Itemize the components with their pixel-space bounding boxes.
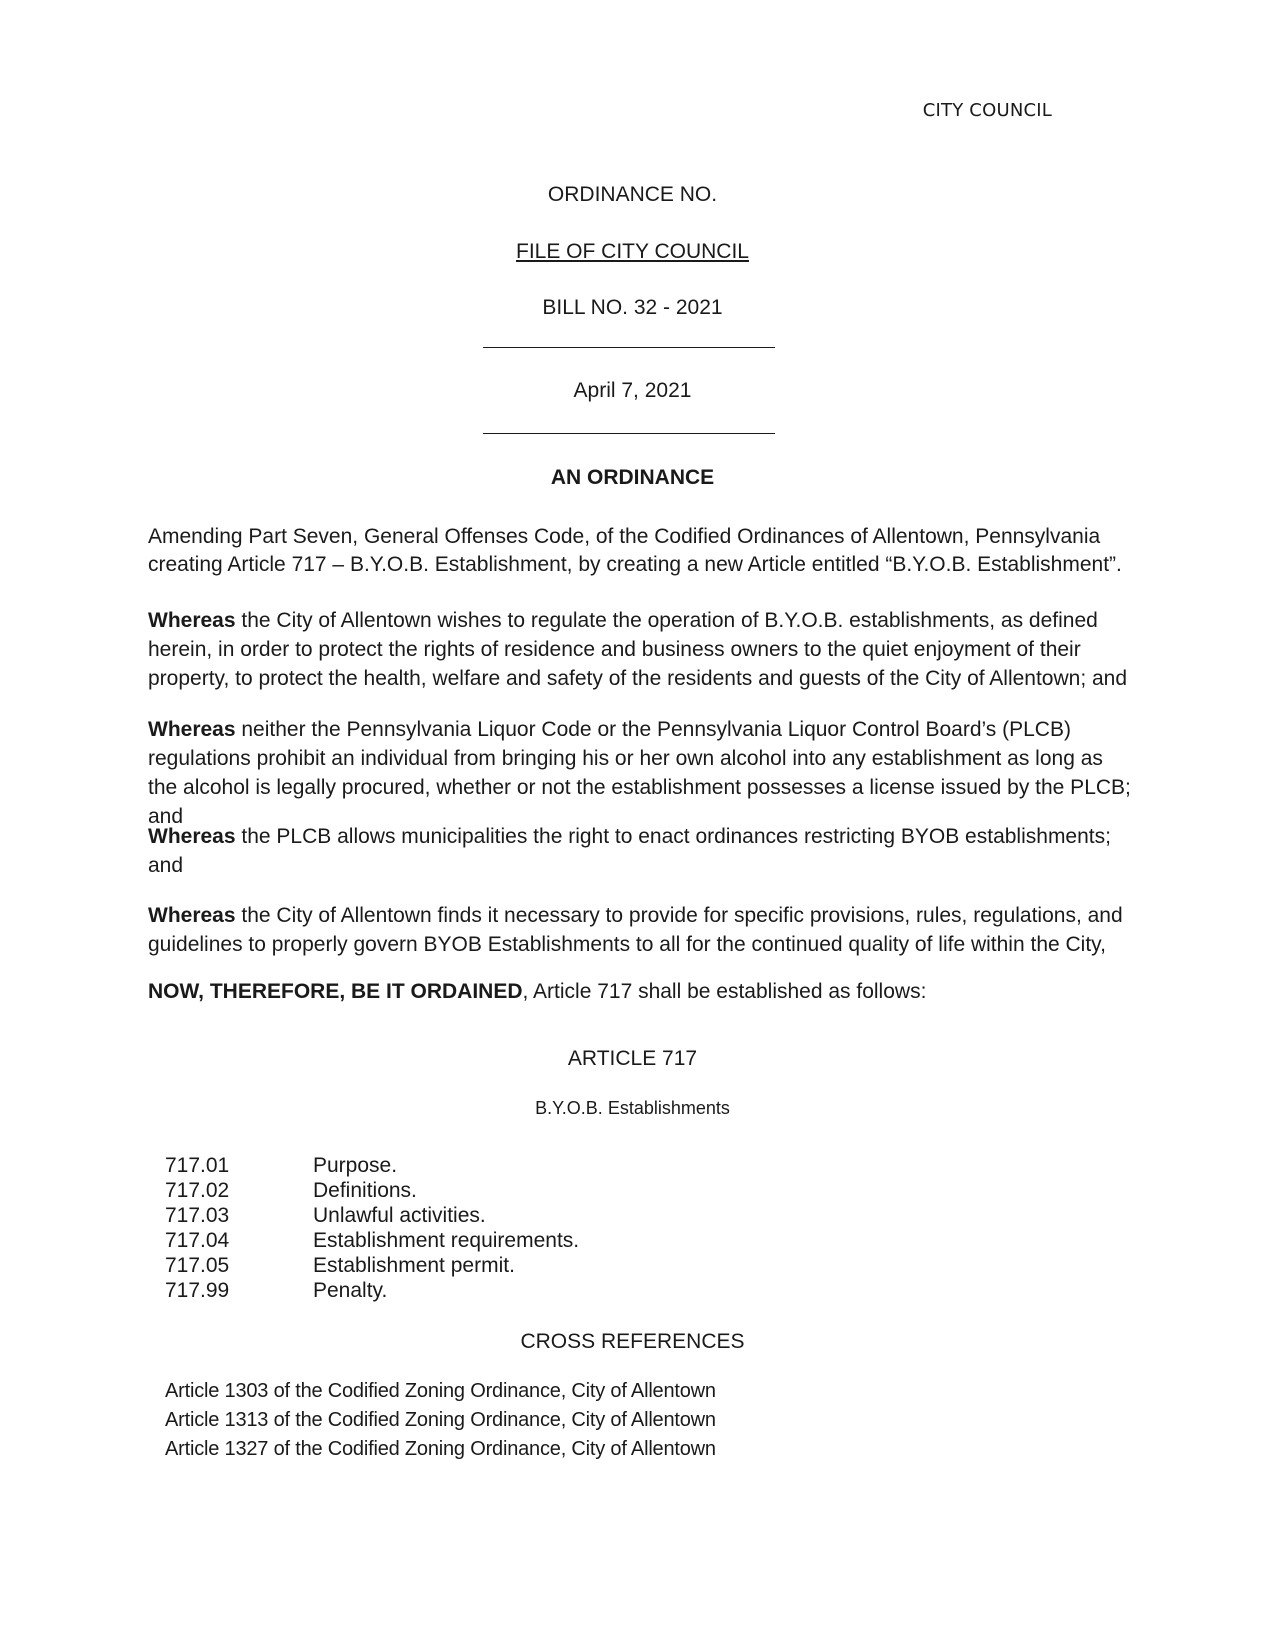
whereas-text: the PLCB allows municipalities the right to enact ordinances restricting BYOB establishments; and bbox=[148, 825, 1111, 877]
section-title: Establishment permit. bbox=[313, 1254, 515, 1277]
whereas-text: the City of Allentown finds it necessary to provide for specific provisions, rules, regulations, and guidelines to properly govern BYOB Establishments to all for the continued quality of life within the City, bbox=[148, 904, 1123, 956]
cross-references-heading: CROSS REFERENCES bbox=[520, 1330, 745, 1353]
section-number: 717.03 bbox=[165, 1204, 230, 1227]
ordained-text: , Article 717 shall be established as follows: bbox=[522, 980, 927, 1003]
bill-number: BILL NO. 32 - 2021 bbox=[542, 296, 723, 319]
section-row bbox=[165, 1178, 579, 1203]
article-subtitle: B.Y.O.B. Establishments bbox=[535, 1098, 730, 1118]
section-title: Definitions. bbox=[313, 1179, 417, 1202]
whereas-paragraph bbox=[148, 901, 1133, 959]
section-title: Unlawful activities. bbox=[313, 1204, 486, 1227]
header-department: CITY COUNCIL bbox=[922, 100, 1052, 121]
ordinance-date: April 7, 2021 bbox=[573, 379, 692, 402]
whereas-paragraph bbox=[148, 822, 1133, 880]
section-row bbox=[165, 1203, 579, 1228]
section-title: Establishment requirements. bbox=[313, 1229, 580, 1252]
section-row bbox=[165, 1153, 579, 1178]
whereas-paragraph bbox=[148, 606, 1133, 693]
ordinance-number: ORDINANCE NO. bbox=[547, 183, 718, 206]
amending-paragraph: Amending Part Seven, General Offenses Code, of the Codified Ordinances of Allentown, Pennsylvania creating Article 717 – B.Y.O.B. Establishment, by creating a new Article entitled “B.Y.O.B. Establishment”. bbox=[148, 525, 1122, 576]
whereas-label: Whereas bbox=[148, 825, 236, 848]
section-number: 717.99 bbox=[165, 1279, 230, 1302]
whereas-text: neither the Pennsylvania Liquor Code or the Pennsylvania Liquor Control Board’s (PLCB) regulations prohibit an individual from bringing his or her own alcohol into any establishment as long as the alcohol is legally procured, whether or not the establishment possesses a license issued by the PLCB; and bbox=[148, 718, 1131, 828]
section-number: 717.01 bbox=[165, 1154, 230, 1177]
section-list bbox=[165, 1153, 579, 1303]
cross-references-list bbox=[165, 1377, 716, 1464]
section-number: 717.05 bbox=[165, 1254, 230, 1277]
whereas-label: Whereas bbox=[148, 904, 236, 927]
whereas-paragraph bbox=[148, 715, 1133, 831]
section-row bbox=[165, 1228, 579, 1253]
whereas-text: the City of Allentown wishes to regulate the operation of B.Y.O.B. establishments, as defined herein, in order to protect the rights of residence and business owners to the quiet enjoyment of their property, to protect the health, welfare and safety of the residents and guests of the City of Allentown; and bbox=[148, 609, 1128, 690]
ordained-label: NOW, THEREFORE, BE IT ORDAINED bbox=[148, 980, 523, 1003]
section-number: 717.02 bbox=[165, 1179, 230, 1202]
section-row bbox=[165, 1253, 579, 1278]
whereas-label: Whereas bbox=[148, 609, 236, 632]
section-title: Purpose. bbox=[313, 1154, 398, 1177]
ordinance-heading: AN ORDINANCE bbox=[550, 466, 715, 489]
cross-reference-item: Article 1303 of the Codified Zoning Ordinance, City of Allentown bbox=[165, 1380, 716, 1402]
divider-line bbox=[483, 433, 775, 434]
article-title: ARTICLE 717 bbox=[567, 1047, 698, 1070]
cross-reference-item: Article 1313 of the Codified Zoning Ordinance, City of Allentown bbox=[165, 1409, 716, 1431]
section-row bbox=[165, 1278, 579, 1303]
divider-line bbox=[483, 347, 775, 348]
section-number: 717.04 bbox=[165, 1229, 230, 1252]
cross-reference-item: Article 1327 of the Codified Zoning Ordinance, City of Allentown bbox=[165, 1438, 716, 1460]
whereas-label: Whereas bbox=[148, 718, 236, 741]
section-title: Penalty. bbox=[313, 1279, 388, 1302]
ordained-paragraph bbox=[148, 977, 1133, 1006]
file-of-city-council: FILE OF CITY COUNCIL bbox=[516, 240, 749, 263]
